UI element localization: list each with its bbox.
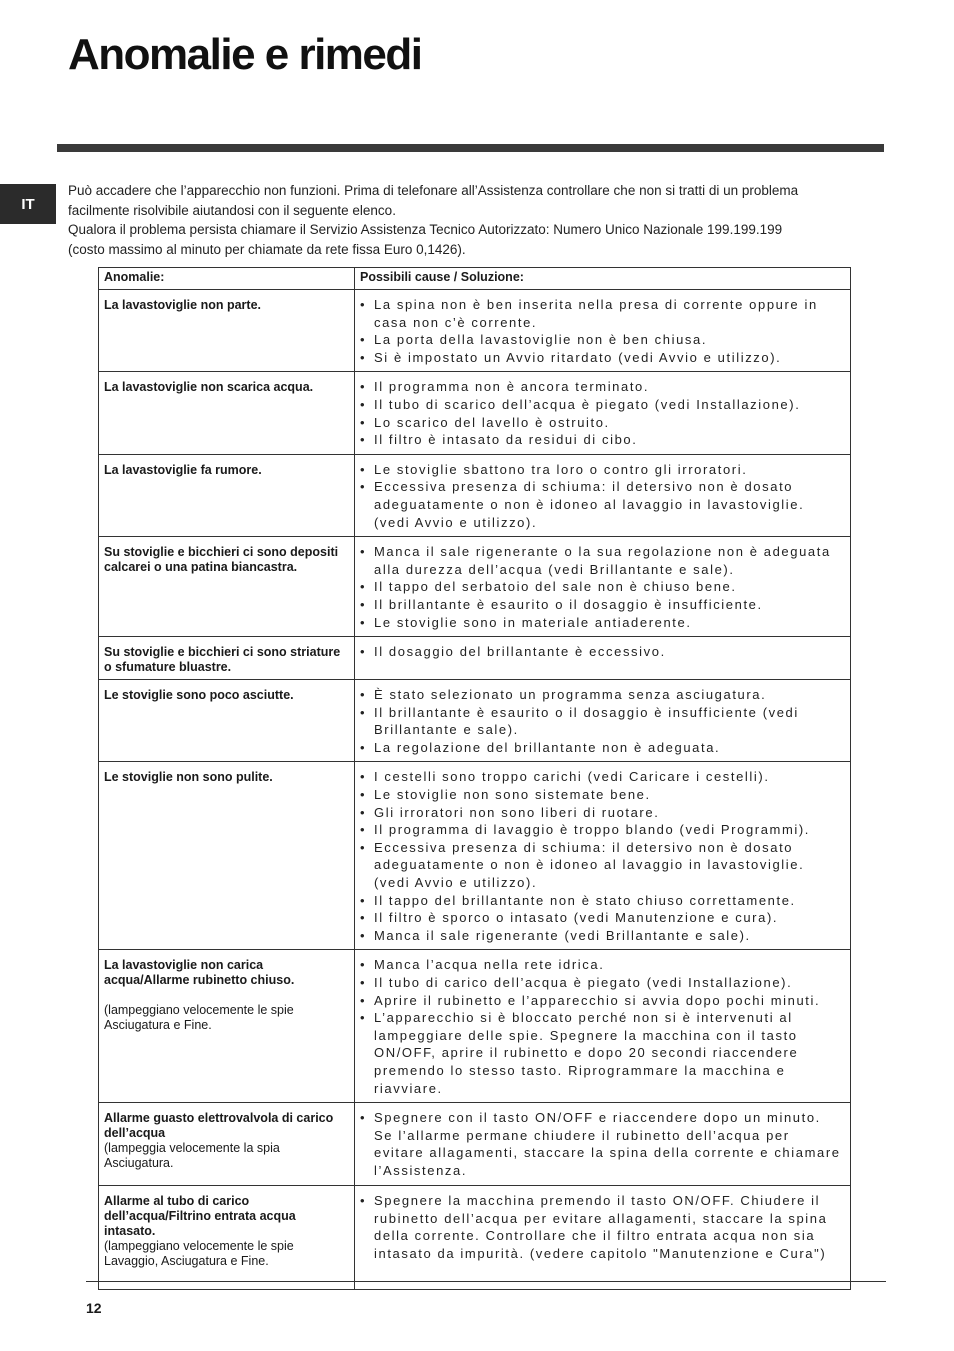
intro-paragraph: Qualora il problema persista chiamare il Servizio Assistenza Tecnico Autorizzato: Numero Unico Nazionale 199.199.199 (costo massimo al minuto per chiamate da rete fissa Euro 0,1426). [68,222,783,257]
anomaly-label: Le stoviglie sono poco asciutte. [104,688,294,703]
page-title: Anomalie e rimedi [68,30,422,79]
anomaly-note: (lampeggia velocemente la spia Asciugatura. [104,1141,280,1171]
intro-paragraph: Può accadere che l’apparecchio non funzioni. Prima di telefonare all’Assistenza controllare che non si tratti di un problema facilmente risolvibile aiutandosi con il seguente elenco. [68,183,799,218]
cause-item: • Il tappo del brillantante non è stato chiuso correttamente. [360,892,845,910]
table-row [99,537,851,637]
causes-cell [355,372,851,454]
cause-item: • Le stoviglie sono in materiale antiaderente. [360,614,845,632]
table-row [99,762,851,950]
cause-item: • Il brillantante è esaurito o il dosaggio è insufficiente. [360,596,845,614]
cause-item: • Spegnere la macchina premendo il tasto ON/OFF. Chiudere il rubinetto dell’acqua per evitare allagamenti, staccare la spina della corrente. Controllare che il filtro entrata acqua non sia intasato da impurità. (vedere capitolo "Manutenzione e Cura") [360,1192,845,1262]
intro-text [68,181,808,259]
cause-item: • Il tubo di scarico dell’acqua è piegato (vedi Installazione). [360,396,845,414]
anomaly-label: Le stoviglie non sono pulite. [104,770,273,785]
table-row [99,372,851,454]
cause-item: • Aprire il rubinetto e l’apparecchio si avvia dopo pochi minuti. [360,992,845,1010]
cause-item: • Il tappo del serbatoio del sale non è chiuso bene. [360,578,845,596]
anomaly-label: La lavastoviglie fa rumore. [104,462,262,477]
anomaly-cell [99,680,355,762]
anomaly-label: La lavastoviglie non scarica acqua. [104,380,314,395]
causes-list [360,686,845,756]
header-anomalies: Anomalie: [99,268,355,290]
table-row [99,680,851,762]
causes-list [360,1109,845,1179]
causes-list [360,956,845,1097]
cause-item: • Eccessiva presenza di schiuma: il detersivo non è dosato adeguatamente o non è idoneo al lavaggio in lavastoviglie. (vedi Avvio e utilizzo). [360,478,845,531]
cause-item: • La porta della lavastoviglie non è ben chiusa. [360,331,845,349]
causes-cell [355,637,851,680]
anomaly-cell [99,290,355,372]
anomaly-cell [99,372,355,454]
anomaly-note: (lampeggiano velocemente le spie Asciugatura e Fine. [104,1003,294,1033]
table-row [99,1103,851,1186]
cause-item: • Gli irroratori non sono liberi di ruotare. [360,804,845,822]
causes-list [360,296,845,366]
causes-list [360,1192,845,1262]
causes-cell [355,537,851,637]
cause-item: • Il filtro è intasato da residui di cibo. [360,431,845,449]
table-row [99,637,851,680]
anomaly-label: La lavastoviglie non carica acqua/Allarme rubinetto chiuso. [104,958,295,988]
cause-item: • Il programma non è ancora terminato. [360,378,845,396]
causes-cell [355,1186,851,1290]
cause-item: • È stato selezionato un programma senza asciugatura. [360,686,845,704]
table-row [99,290,851,372]
anomaly-label: La lavastoviglie non parte. [104,298,261,312]
cause-item: • Il dosaggio del brillantante è eccessivo. [360,643,845,661]
cause-item: • Il tubo di carico dell’acqua è piegato (vedi Installazione). [360,974,845,992]
troubleshooting-table [98,267,851,1290]
causes-list [360,643,845,661]
causes-cell [355,1103,851,1186]
causes-cell [355,290,851,372]
anomaly-cell [99,454,355,536]
anomaly-label: Allarme guasto elettrovalvola di carico dell’acqua [104,1111,334,1141]
anomaly-label: Su stoviglie e bicchieri ci sono depositi calcarei o una patina biancastra. [104,545,339,575]
cause-item: • Manca l’acqua nella rete idrica. [360,956,845,974]
anomaly-label: Allarme al tubo di carico dell’acqua/Filtrino entrata acqua intasato. [104,1194,296,1239]
cause-item: • Il programma di lavaggio è troppo blando (vedi Programmi). [360,821,845,839]
causes-list [360,543,845,631]
causes-list [360,461,845,531]
cause-item: • Spegnere con il tasto ON/OFF e riaccendere dopo un minuto. Se l’allarme permane chiudere il rubinetto dell’acqua per evitare allagamenti, staccare la spina della corrente e chiamare l’Assistenza. [360,1109,845,1179]
anomaly-cell [99,537,355,637]
anomaly-cell [99,1103,355,1186]
cause-item: • I cestelli sono troppo carichi (vedi Caricare i cestelli). [360,768,845,786]
causes-cell [355,680,851,762]
page-number: 12 [86,1300,102,1316]
table-row [99,454,851,536]
causes-cell [355,762,851,950]
anomaly-cell [99,637,355,680]
cause-item: • Le stoviglie sbattono tra loro o contro gli irroratori. [360,461,845,479]
language-tab: IT [0,184,56,224]
title-rule [57,144,884,152]
causes-list [360,378,845,448]
table-row [99,950,851,1103]
cause-item: • La regolazione del brillantante non è adeguata. [360,739,845,757]
anomaly-cell [99,1186,355,1290]
cause-item: • Lo scarico del lavello è ostruito. [360,414,845,432]
anomaly-label: Su stoviglie e bicchieri ci sono striature o sfumature bluastre. [104,645,341,675]
cause-item: • La spina non è ben inserita nella presa di corrente oppure in casa non c’è corrente. [360,296,845,331]
footer-rule [86,1281,886,1282]
anomaly-note: (lampeggiano velocemente le spie Lavaggio, Asciugatura e Fine. [104,1239,294,1269]
table-row [99,1186,851,1290]
causes-cell [355,454,851,536]
cause-item: • Eccessiva presenza di schiuma: il detersivo non è dosato adeguatamente o non è idoneo al lavaggio in lavastoviglie. (vedi Avvio e utilizzo). [360,839,845,892]
cause-item: • Il brillantante è esaurito o il dosaggio è insufficiente (vedi Brillantante e sale). [360,704,845,739]
anomaly-cell [99,950,355,1103]
table-header-row [99,268,851,290]
header-causes-solutions: Possibili cause / Soluzione: [355,268,851,290]
causes-list [360,768,845,944]
cause-item: • Le stoviglie non sono sistemate bene. [360,786,845,804]
cause-item: • Il filtro è sporco o intasato (vedi Manutenzione e cura). [360,909,845,927]
causes-cell [355,950,851,1103]
cause-item: • Si è impostato un Avvio ritardato (vedi Avvio e utilizzo). [360,349,845,367]
anomaly-cell [99,762,355,950]
cause-item: • L’apparecchio si è bloccato perché non si è intervenuti al lampeggiare delle spie. Spegnere la macchina con il tasto ON/OFF, aprire il rubinetto e dopo 20 secondi riaccendere premendo lo stesso tasto. Riprogrammare la macchina e riavviare. [360,1009,845,1097]
cause-item: • Manca il sale rigenerante o la sua regolazione non è adeguata alla durezza dell’acqua (vedi Brillantante e sale). [360,543,845,578]
cause-item: • Manca il sale rigenerante (vedi Brillantante e sale). [360,927,845,945]
